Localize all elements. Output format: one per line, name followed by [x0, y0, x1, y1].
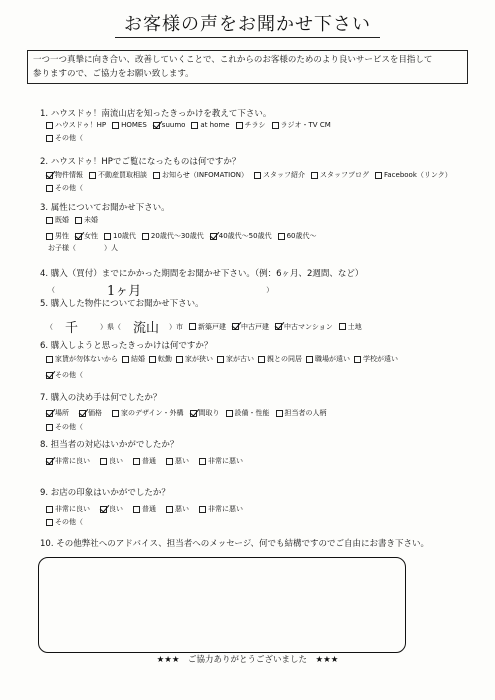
q9-options: [46, 504, 249, 514]
q9-other[interactable]: その他（: [46, 517, 83, 527]
checkbox-checked[interactable]: [46, 172, 53, 179]
checkbox[interactable]: [375, 172, 382, 179]
marital-option[interactable]: 未婚: [75, 215, 98, 225]
checkbox[interactable]: [276, 410, 283, 417]
q6-option[interactable]: 家が古い: [217, 354, 254, 364]
checkbox-checked[interactable]: [210, 233, 217, 240]
q9-option[interactable]: 非常に悪い: [199, 504, 243, 514]
q9-option[interactable]: 悪い: [166, 504, 189, 514]
q1-other[interactable]: その他（: [46, 133, 83, 143]
checkbox[interactable]: [112, 122, 119, 129]
footer-thanks: ★★★ ご協力ありがとうございました ★★★: [156, 655, 339, 665]
intro-box: [27, 50, 468, 84]
q2-option[interactable]: スタッフ紹介: [254, 170, 305, 180]
checkbox[interactable]: [166, 458, 173, 465]
checkbox[interactable]: [306, 356, 313, 363]
q1-options: [46, 120, 337, 130]
checkbox-checked[interactable]: [100, 506, 107, 513]
property-type-option[interactable]: 中古戸建: [232, 322, 269, 332]
checkbox[interactable]: [46, 122, 53, 129]
checkbox[interactable]: [122, 356, 129, 363]
q8-option[interactable]: 非常に良い: [46, 456, 90, 466]
property-type-option[interactable]: 土地: [339, 322, 362, 332]
checkbox[interactable]: [46, 135, 53, 142]
q2-options: [46, 170, 458, 180]
checkbox[interactable]: [46, 233, 53, 240]
q6-option[interactable]: 学校が遠い: [354, 354, 398, 364]
city-answer: 流山: [133, 321, 160, 336]
q6-other[interactable]: その他（: [46, 370, 83, 380]
q10-label: 10. その他弊社へのアドバイス、担当者へのメッセージ、何でも結構ですのでご自由にお書き下さい。: [40, 539, 430, 549]
q2-option[interactable]: 不動産買取相談: [89, 170, 147, 180]
intro-line-1: 一つ一つ真摯に向き合い、改善していくことで、これからのお客様のためのより良いサービスを目指して: [33, 55, 433, 65]
q4-label: 4. 購入（買付）までにかかった期間をお聞かせ下さい。（例：6ヶ月、2週間、など）: [40, 269, 364, 279]
q1-option[interactable]: suumo: [153, 121, 186, 129]
checkbox[interactable]: [236, 122, 243, 129]
page-title: お客様の声をお聞かせ下さい: [124, 14, 371, 35]
q3-gender-age: [46, 231, 323, 241]
q5-answer-row: （ 千 ）県（ 流山 ）市 新築戸建 中古戸建 中古マンション 土地: [46, 317, 368, 336]
checkbox[interactable]: [166, 506, 173, 513]
q1-option[interactable]: ハウスドゥ！HP: [46, 120, 106, 130]
q2-option[interactable]: お知らせ（INFOMATION）: [153, 170, 248, 180]
q9-option[interactable]: 良い: [100, 504, 123, 514]
checkbox[interactable]: [100, 458, 107, 465]
q9-option[interactable]: 普通: [133, 504, 156, 514]
intro-line-2: 参りますので、ご協力をお願い致します。: [33, 69, 194, 79]
property-type-option[interactable]: 中古マンション: [275, 322, 333, 332]
age-option[interactable]: 40歳代〜50歳代: [210, 231, 272, 241]
checkbox[interactable]: [46, 217, 53, 224]
q7-option[interactable]: 担当者の人柄: [276, 408, 327, 418]
q8-option[interactable]: 悪い: [166, 456, 189, 466]
q5-label: 5. 購入した物件についてお聞かせ下さい。: [40, 299, 204, 309]
q3-label: 3. 属性についてお聞かせ下さい。: [40, 203, 170, 213]
q7-options: [46, 408, 333, 418]
age-option[interactable]: 20歳代〜30歳代: [142, 231, 204, 241]
q6-label: 6. 購入しようと思ったきっかけは何ですか？: [40, 341, 213, 351]
checkbox[interactable]: [189, 323, 196, 330]
q8-label: 8. 担当者の対応はいかがでしたか？: [40, 440, 179, 450]
checkbox-checked[interactable]: [46, 372, 53, 379]
q6-option[interactable]: 職場が遠い: [306, 354, 350, 364]
checkbox[interactable]: [149, 356, 156, 363]
checkbox-checked[interactable]: [232, 323, 239, 330]
checkbox[interactable]: [46, 356, 53, 363]
q2-other[interactable]: その他（: [46, 183, 83, 193]
checkbox[interactable]: [311, 172, 318, 179]
checkbox[interactable]: [226, 410, 233, 417]
checkbox[interactable]: [258, 356, 265, 363]
checkbox[interactable]: [339, 323, 346, 330]
checkbox[interactable]: [254, 172, 261, 179]
checkbox[interactable]: [272, 122, 279, 129]
q7-option[interactable]: 価格: [79, 408, 102, 418]
checkbox[interactable]: [199, 458, 206, 465]
q1-label: 1. ハウスドゥ！南流山店を知ったきっかけを教えて下さい。: [40, 109, 272, 119]
comment-box[interactable]: [38, 557, 406, 653]
checkbox[interactable]: [133, 458, 140, 465]
q6-option[interactable]: 転勤: [149, 354, 172, 364]
q6-options: [46, 354, 398, 364]
checkbox-checked[interactable]: [46, 458, 53, 465]
q2-option[interactable]: スタッフブログ: [311, 170, 369, 180]
checkbox[interactable]: [191, 122, 198, 129]
q1-option[interactable]: at home: [191, 121, 229, 129]
checkbox[interactable]: [89, 172, 96, 179]
q4-answer-row[interactable]: （ 1ヶ月 ）: [48, 280, 273, 299]
prefecture-answer: 千: [65, 321, 79, 336]
q3-children[interactable]: お子様（ ）人: [48, 244, 118, 252]
checkbox-checked[interactable]: [153, 122, 160, 129]
checkbox-checked[interactable]: [75, 233, 82, 240]
q6-option[interactable]: 親との同居: [258, 354, 302, 364]
checkbox[interactable]: [46, 519, 53, 526]
q7-option[interactable]: 家のデザイン・外構: [112, 408, 184, 418]
q4-answer: 1ヶ月: [107, 284, 142, 299]
q1-option[interactable]: チラシ: [236, 120, 266, 130]
q6-option[interactable]: 家が狭い: [176, 354, 213, 364]
q1-option[interactable]: ラジオ・TV CM: [272, 120, 331, 130]
checkbox[interactable]: [142, 233, 149, 240]
checkbox[interactable]: [46, 424, 53, 431]
checkbox[interactable]: [75, 217, 82, 224]
gender-option[interactable]: 男性: [46, 231, 69, 241]
checkbox[interactable]: [199, 506, 206, 513]
checkbox[interactable]: [104, 233, 111, 240]
checkbox[interactable]: [217, 356, 224, 363]
checkbox-checked[interactable]: [275, 323, 282, 330]
q8-options: [46, 456, 249, 466]
q2-option[interactable]: 物件情報: [46, 170, 83, 180]
checkbox-checked[interactable]: [190, 410, 197, 417]
q8-option[interactable]: 普通: [133, 456, 156, 466]
q9-option[interactable]: 非常に良い: [46, 504, 90, 514]
checkbox-checked[interactable]: [79, 410, 86, 417]
property-type-option[interactable]: 新築戸建: [189, 322, 226, 332]
age-option[interactable]: 10歳代: [104, 231, 136, 241]
q2-option[interactable]: Facebook（リンク）: [375, 170, 452, 180]
q7-label: 7. 購入の決め手は何でしたか？: [40, 393, 162, 403]
q8-option[interactable]: 良い: [100, 456, 123, 466]
q7-option[interactable]: 設備・性能: [226, 408, 270, 418]
q6-option[interactable]: 結婚: [122, 354, 145, 364]
checkbox-checked[interactable]: [46, 410, 53, 417]
checkbox[interactable]: [354, 356, 361, 363]
checkbox[interactable]: [112, 410, 119, 417]
checkbox[interactable]: [153, 172, 160, 179]
q7-option[interactable]: 間取り: [190, 408, 220, 418]
checkbox[interactable]: [278, 233, 285, 240]
q9-label: 9. お店の印象はいかがでしたか？: [40, 488, 170, 498]
q7-other[interactable]: その他（: [46, 422, 83, 432]
checkbox[interactable]: [46, 506, 53, 513]
q6-option[interactable]: 家賃が勿体ないから: [46, 354, 118, 364]
q8-option[interactable]: 非常に悪い: [199, 456, 243, 466]
q2-label: 2. ハウスドゥ！HPでご覧になったものは何ですか？: [40, 157, 241, 167]
q1-option[interactable]: HOMES: [112, 121, 147, 129]
gender-option[interactable]: 女性: [75, 231, 98, 241]
marital-option[interactable]: 既婚: [46, 215, 69, 225]
checkbox[interactable]: [133, 506, 140, 513]
age-option[interactable]: 60歳代〜: [278, 231, 317, 241]
q7-option[interactable]: 場所: [46, 408, 69, 418]
checkbox[interactable]: [176, 356, 183, 363]
checkbox[interactable]: [46, 185, 53, 192]
q3-marital: [46, 215, 104, 225]
title-underline: [115, 37, 380, 38]
